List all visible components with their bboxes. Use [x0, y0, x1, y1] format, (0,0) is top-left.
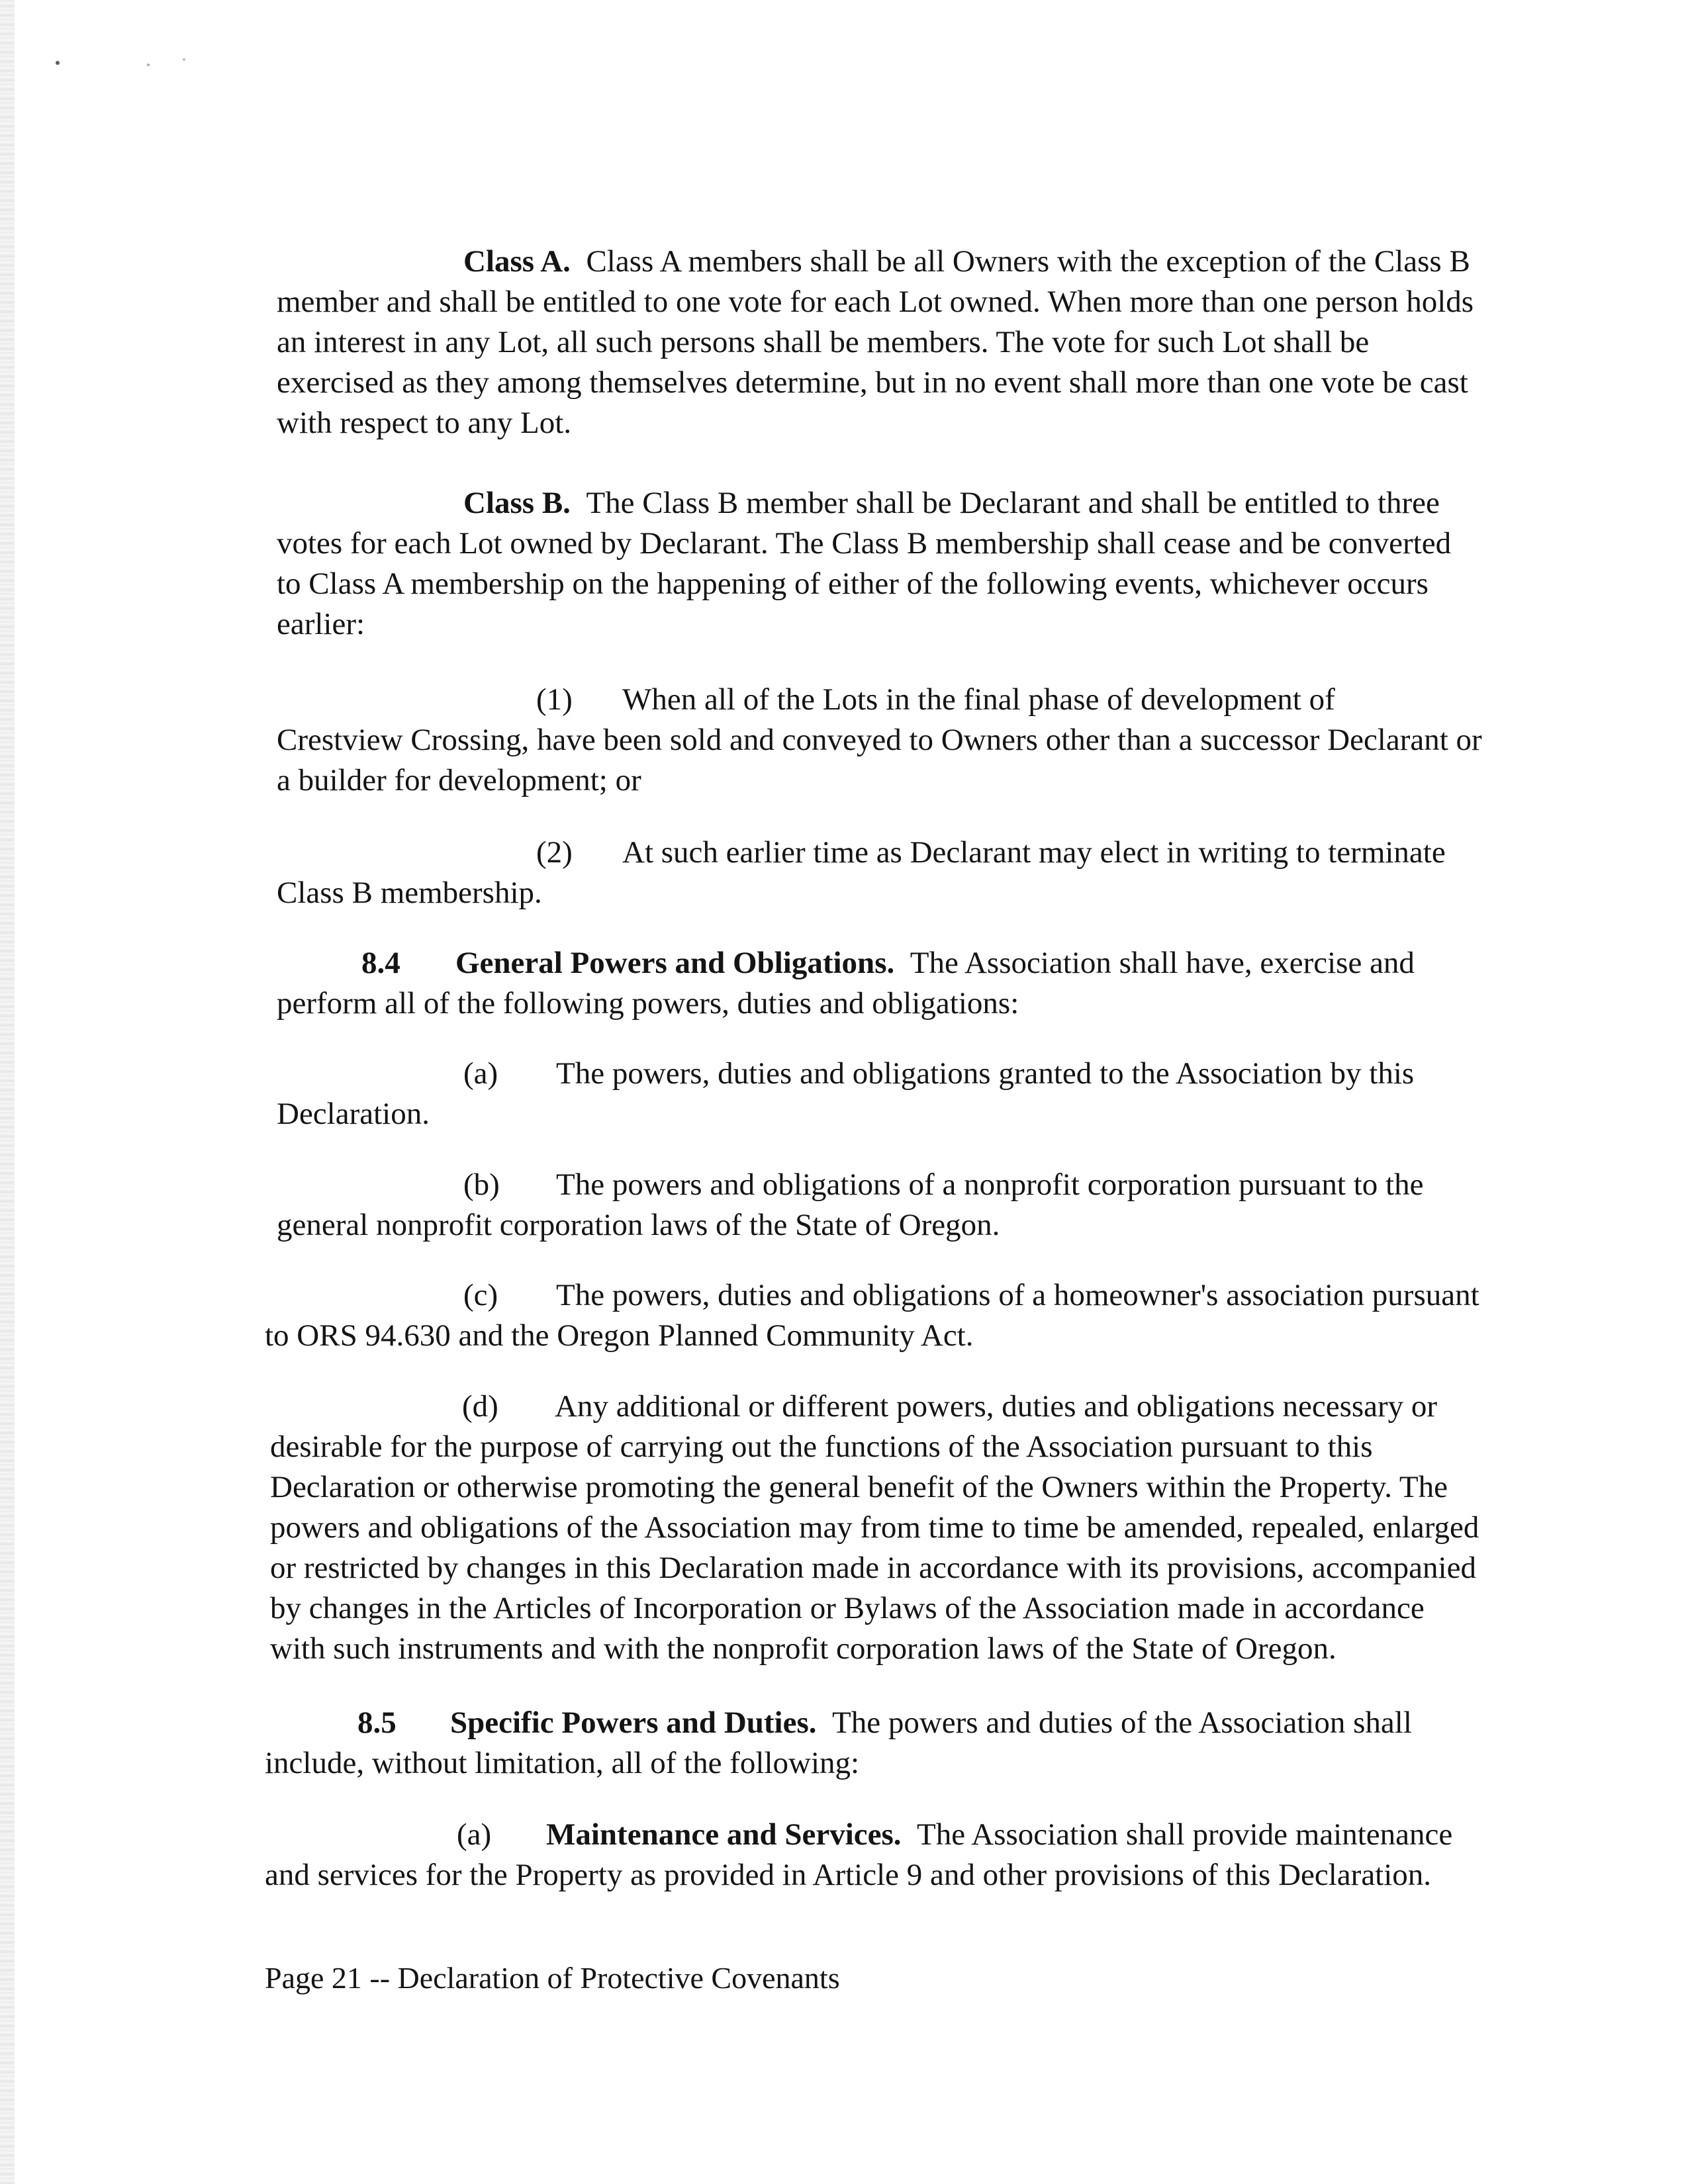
class-b-line-4: earlier:	[277, 607, 365, 641]
section-8-4-line-1: The Association shall have, exercise and	[910, 946, 1415, 980]
section-8-5-heading: Specific Powers and Duties.	[450, 1706, 817, 1740]
paragraph-class-b	[0, 483, 1688, 645]
class-a-line-3: an interest in any Lot, all such persons shall be members. The vote for such Lot shall be	[277, 325, 1370, 359]
section-8-4-a	[0, 1054, 1688, 1134]
section-8-4-a-line-2: Declaration.	[277, 1097, 430, 1131]
item-2-line-1: At such earlier time as Declarant may elect in writing to terminate	[622, 835, 1446, 870]
section-8-5-a-heading: Maintenance and Services.	[546, 1817, 902, 1852]
scan-speck	[147, 64, 150, 66]
section-8-4-d-line-7: with such instruments and with the nonprofit corporation laws of the State of Oregon.	[270, 1631, 1336, 1666]
section-8-5-a-line-2: and services for the Property as provided in Article 9 and other provisions of this Declaration.	[265, 1858, 1432, 1892]
section-8-4-c-line-1: The powers, duties and obligations of a homeowner's association pursuant	[556, 1278, 1479, 1312]
section-8-4	[0, 943, 1688, 1024]
section-8-4-b-number: (b)	[463, 1167, 500, 1202]
section-8-4-a-line-1: The powers, duties and obligations granted to the Association by this	[556, 1056, 1415, 1091]
section-8-5-a	[0, 1815, 1688, 1895]
section-8-4-b-line-1: The powers and obligations of a nonprofit corporation pursuant to the	[556, 1167, 1424, 1202]
paragraph-item-2	[0, 833, 1688, 913]
section-8-4-b-line-2: general nonprofit corporation laws of the State of Oregon.	[277, 1208, 1000, 1242]
section-8-4-d-line-2: desirable for the purpose of carrying out the functions of the Association pursuant to this	[270, 1430, 1373, 1464]
section-8-5-line-2: include, without limitation, all of the following:	[265, 1746, 860, 1780]
section-8-4-d-line-1: Any additional or different powers, duties and obligations necessary or	[555, 1389, 1438, 1424]
item-2-line-2: Class B membership.	[277, 876, 542, 910]
section-8-5-a-line-1: The Association shall provide maintenance	[917, 1817, 1453, 1852]
class-a-line-1: Class A members shall be all Owners with the exception of the Class B	[586, 244, 1470, 279]
class-b-line-1: The Class B member shall be Declarant and shall be entitled to three	[586, 486, 1440, 520]
section-8-4-d	[0, 1387, 1688, 1669]
section-8-4-d-line-6: by changes in the Articles of Incorporation or Bylaws of the Association made in accordance	[270, 1591, 1425, 1625]
scan-speck	[183, 58, 185, 61]
paragraph-class-a	[0, 242, 1688, 443]
section-8-4-d-number: (d)	[462, 1389, 498, 1424]
class-a-heading: Class A.	[463, 244, 571, 279]
item-1-number: (1)	[536, 682, 573, 717]
section-8-4-c-line-2: to ORS 94.630 and the Oregon Planned Community Act.	[265, 1318, 974, 1353]
class-b-line-2: votes for each Lot owned by Declarant. The Class B membership shall cease and be converted	[277, 526, 1452, 561]
class-a-line-4: exercised as they among themselves determine, but in no event shall more than one vote be cast	[277, 365, 1468, 400]
section-8-4-line-2: perform all of the following powers, duties and obligations:	[277, 986, 1019, 1021]
section-8-5-a-number: (a)	[457, 1817, 492, 1852]
class-b-line-3: to Class A membership on the happening of either of the following events, whichever occurs	[277, 567, 1429, 601]
section-8-4-c	[0, 1275, 1688, 1356]
section-8-4-a-number: (a)	[463, 1056, 498, 1091]
item-1-line-2: Crestview Crossing, have been sold and conveyed to Owners other than a successor Declarant or	[277, 723, 1482, 757]
item-1-line-3: a builder for development; or	[277, 763, 641, 797]
page-footer: Page 21 -- Declaration of Protective Covenants	[265, 1961, 840, 1995]
section-8-4-d-line-5: or restricted by changes in this Declaration made in accordance with its provisions, accompanied	[270, 1551, 1476, 1585]
class-a-line-2: member and shall be entitled to one vote for each Lot owned. When more than one person holds	[277, 285, 1474, 319]
item-2-number: (2)	[536, 835, 573, 870]
section-8-4-d-line-4: powers and obligations of the Association may from time to time be amended, repealed, enlarged	[270, 1510, 1479, 1545]
scan-speck	[56, 61, 60, 65]
section-8-4-d-line-3: Declaration or otherwise promoting the general benefit of the Owners within the Property. The	[270, 1470, 1448, 1504]
section-8-4-c-number: (c)	[463, 1278, 498, 1312]
section-8-5-number: 8.5	[357, 1706, 397, 1740]
section-8-4-number: 8.4	[361, 946, 400, 980]
item-1-line-1: When all of the Lots in the final phase of development of	[622, 682, 1335, 717]
class-b-heading: Class B.	[463, 486, 571, 520]
section-8-5-line-1: The powers and duties of the Association shall	[832, 1706, 1412, 1740]
section-8-4-b	[0, 1165, 1688, 1246]
section-8-5	[0, 1703, 1688, 1784]
section-8-4-heading: General Powers and Obligations.	[455, 946, 895, 980]
class-a-line-5: with respect to any Lot.	[277, 406, 572, 440]
paragraph-item-1	[0, 680, 1688, 801]
